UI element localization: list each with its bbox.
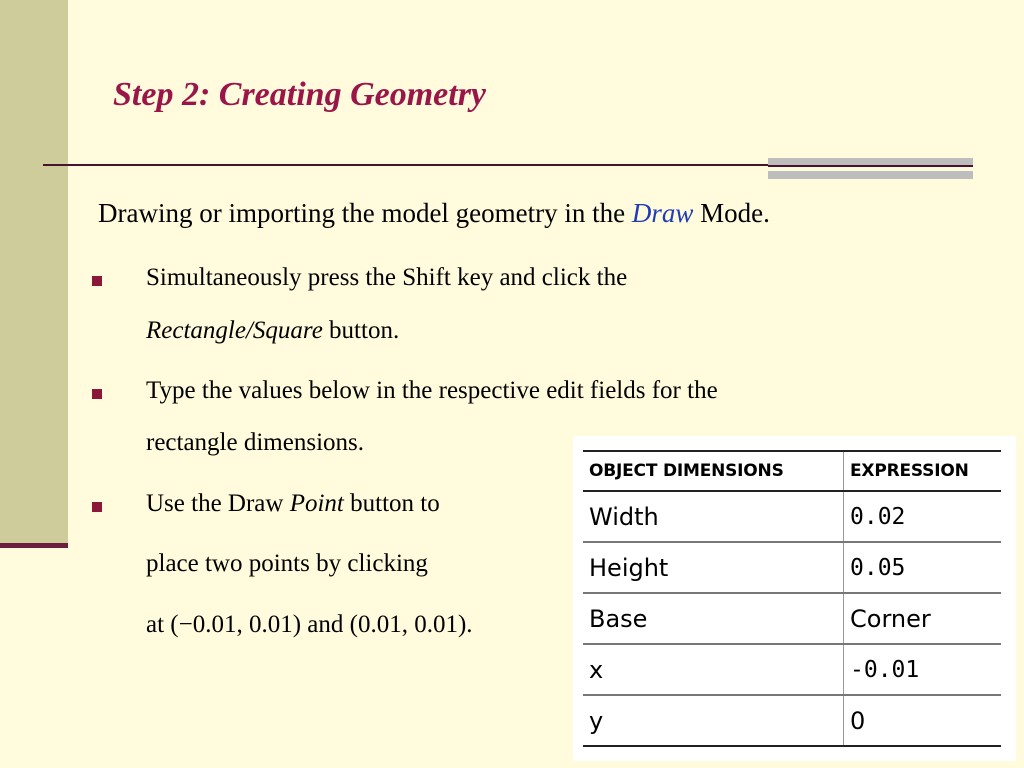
expression-cell: 0.05 [844,542,1002,593]
header-expression: EXPRESSION [844,451,1002,491]
expression-cell: 0 [844,695,1002,746]
object-dimensions-table [583,450,1001,747]
point-term: Point [289,490,344,517]
expression-cell: -0.01 [844,644,1002,695]
slide-title: Step 2: Creating Geometry [113,76,487,113]
dimension-cell: Base [583,593,844,644]
table-header-row [583,451,1001,491]
bullet-1-line-2-rest: button. [322,317,400,344]
bullet-marker [92,389,102,399]
object-dimensions-table-panel [573,436,1016,761]
left-bar-accent-line [0,543,68,548]
bullet-3-prefix: Use the Draw [146,490,290,517]
bullet-1-line-2 [146,317,399,345]
bullet-2-line-2: rectangle dimensions. [146,429,364,456]
bullet-3-line-3: at (−0.01, 0.01) and (0.01, 0.01). [146,611,473,638]
bullet-3-suffix: button to [343,490,440,517]
bullet-3-line-1 [146,490,440,518]
bullet-marker [92,502,102,512]
dimension-cell: Width [583,491,844,542]
table-row [583,644,1001,695]
intro-draw-emphasis: Draw [631,198,694,228]
header-object-dimensions: OBJECT DIMENSIONS [583,451,844,491]
dimension-cell: y [583,695,844,746]
intro-prefix: Drawing or importing the model geometry in the [98,198,632,228]
bullet-marker [92,276,102,286]
rectangle-square-term: Rectangle/Square [146,317,323,344]
dimension-cell: x [583,644,844,695]
title-divider [43,164,773,166]
expression-cell: 0.02 [844,491,1002,542]
table-row [583,491,1001,542]
bullet-3-line-2: place two points by clicking [146,550,428,577]
table-row [583,593,1001,644]
intro-text [98,198,770,229]
left-decorative-bar [0,0,68,548]
title-divider-accent [768,158,973,179]
bullet-2-line-1: Type the values below in the respective edit fields for the [146,377,718,404]
table-row [583,542,1001,593]
intro-suffix: Mode. [693,198,770,228]
table-row [583,695,1001,746]
expression-cell: Corner [844,593,1002,644]
bullet-1-line-1: Simultaneously press the Shift key and click the [146,264,628,291]
dimension-cell: Height [583,542,844,593]
